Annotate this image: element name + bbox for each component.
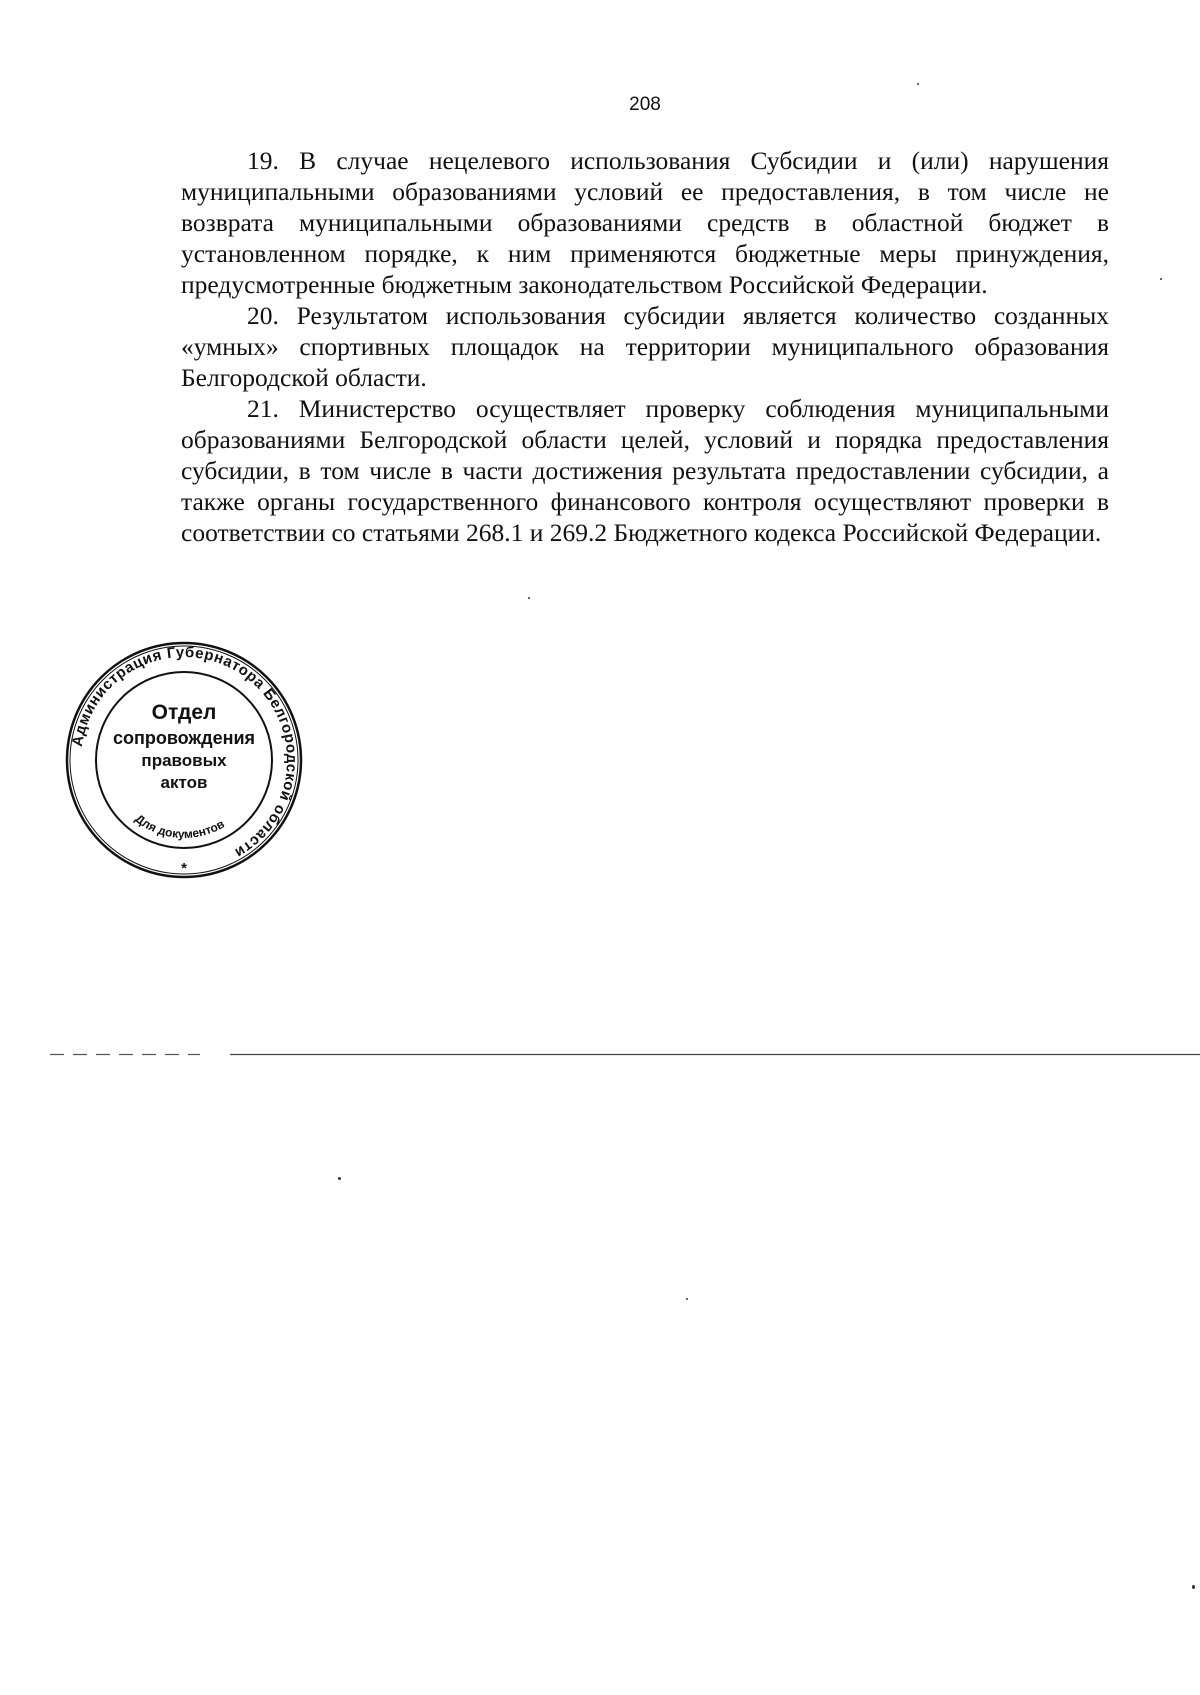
paragraph-20: 20. Результатом использования субсидии является количество созданных «умных» спортивных площадок на территории муниципального образования Белгородской области. xyxy=(181,301,1109,392)
official-stamp xyxy=(64,640,304,880)
stamp-line-4: актов xyxy=(160,773,208,792)
paragraph-19: 19. В случае нецелевого использования Субсидии и (или) нарушения муниципальными образованиями условий ее предоставления, в том числе не возврата муниципальными образованиями средств в областной бюджет в установленном порядке, к ним применяются бюджетные меры принуждения, предусмотренные бюджетным законодательством Российской Федерации. xyxy=(181,146,1109,299)
stamp-line-3: правовых xyxy=(141,751,227,770)
scan-speck xyxy=(686,1298,688,1300)
stamp-center-text xyxy=(94,700,274,794)
scan-speck xyxy=(338,1177,341,1180)
paragraph-21: 21. Министерство осуществляет проверку соблюдения муниципальными образованиями Белгородской области целей, условий и порядка предоставления субсидии, в том числе в части достижения результата предоставлении субсидии, а также органы государственного финансового контроля осуществляют проверки в соответствии со статьями 268.1 и 269.2 Бюджетного кодекса Российской Федерации. xyxy=(181,394,1109,547)
stamp-line-1: Отдел xyxy=(151,701,217,724)
stamp-inner-text xyxy=(132,811,226,841)
stamp-line-2: сопровождения xyxy=(112,728,256,748)
scan-divider-line xyxy=(50,1053,1200,1056)
page-number: 208 xyxy=(629,94,661,115)
scan-speck xyxy=(1192,1585,1195,1589)
scan-speck xyxy=(917,83,919,85)
scan-speck xyxy=(528,597,530,599)
stamp-outer-textpath: Администрация Губернатора Белгородской области xyxy=(68,643,301,862)
stamp-inner-textpath: Для документов xyxy=(132,811,227,842)
document-body xyxy=(181,145,1109,548)
stamp-star-icon: * xyxy=(181,860,187,877)
scan-speck xyxy=(1160,278,1162,280)
